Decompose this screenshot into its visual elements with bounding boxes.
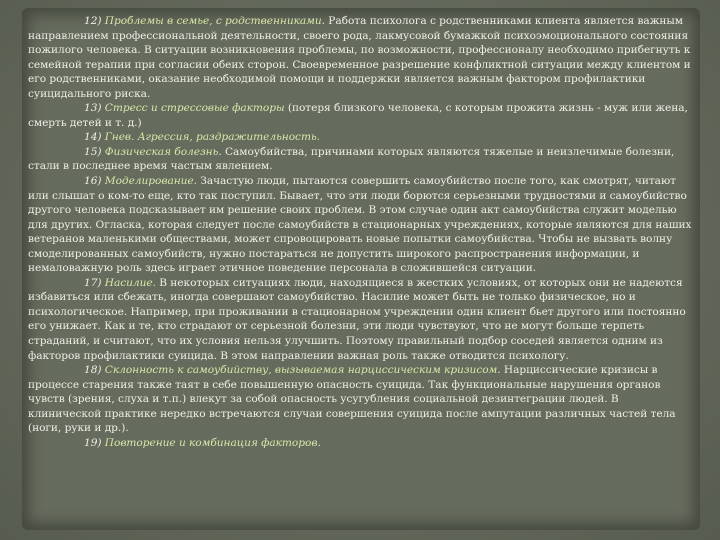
item-number: 18): [84, 364, 102, 377]
item-body: (потеря близкого человека, с которым прожита жизнь - муж или жена, смерть детей и т. д.): [28, 102, 688, 129]
item-19: [28, 436, 692, 451]
item-number: 16): [84, 175, 102, 188]
item-number: 13): [84, 102, 102, 115]
item-18: [28, 363, 692, 436]
item-14: [28, 130, 692, 145]
item-12: [28, 14, 692, 101]
item-body: .: [317, 436, 321, 449]
item-title: Склонность к самоубийству, вызываемая нарциссическим кризисом: [104, 364, 498, 377]
item-title: Моделирование.: [104, 175, 197, 188]
item-number: 15): [84, 145, 102, 158]
item-number: 12): [84, 15, 102, 27]
item-body: . Работа психолога с родственниками клиента является важным направлением профессиональной деятельности, своего рода, лакмусовой бумажкой психоэмоционального состояния пожилого человека. В ситуации возникновения проблемы, по возможности, профессионалу необходимо прибегнуть к семейной терапии при согласии обеих сторон. Своевременное разрешение конфликтной ситуации между клиентом и его родственниками, оказание необходимой помощи и поддержки является важным фактором профилактики суицидального риска.: [28, 15, 691, 100]
item-13: [28, 101, 692, 130]
item-title: Гнев. Агрессия, раздражительность.: [104, 131, 320, 144]
item-body: Зачастую люди, пытаются совершить самоубийство после того, как смотрят, читают или слышат о ком-то еще, кто так поступил. Бывает, что эти люди борются серьезными трудностями и самоубийство другого человека подсказывает им решение своих проблем. В этом случае один акт самоубийства служит моделью для других. Огласка, которая следует после самоубийств в стационарных учреждениях, которые являются для наших ветеранов маленькими обществами, может спровоцировать новые попытки самоубийства. Чтобы не вызвать волну смоделированных самоубийств, нужно постараться не допустить широкого распространения информации, и немаловажную роль здесь играет этичное поведение персонала в сложившейся ситуации.: [28, 175, 692, 275]
item-number: 19): [84, 436, 102, 449]
item-title: Насилие.: [104, 276, 156, 289]
item-body: . Нарциссические кризисы в процессе старения также таят в себе повышенную опасность суицида. Так функциональные нарушения органов чувств (зрения, слуха и т.п.) влекут за собой опасность усугубления социальной дезинтеграции людей. В клинической практике нередко встречаются случаи совершения суицида после ампутации различных частей тела (ноги, руки и др.).: [28, 364, 676, 435]
text-block: [28, 14, 692, 450]
item-16: [28, 174, 692, 276]
item-17: [28, 276, 692, 363]
item-15: [28, 145, 692, 174]
item-title: Стресс и стрессовые факторы: [104, 102, 285, 115]
item-body: В некоторых ситуациях люди, находящиеся в жестких условиях, от которых они не надеются избавиться или сбежать, иногда совершают самоубийство. Насилие может быть не только физическое, но и психологическое. Например, при проживании в стационарном учреждении один клиент бьет другого или постоянно его унижает. Как и те, кто страдают от серьезной болезни, эти люди чувствуют, что не могут больше терпеть страданий, и считают, что их условия нельзя улучшить. Поэтому правильный подбор соседей является одним из факторов профилактики суицида. В этом направлении важная роль также отводится психологу.: [28, 276, 686, 362]
item-number: 17): [84, 276, 102, 289]
item-title: Повторение и комбинация факторов: [104, 436, 318, 449]
item-title: Проблемы в семье, с родственниками: [104, 15, 322, 27]
item-number: 14): [84, 131, 102, 144]
item-body: . Самоубийства, причинами которых являются тяжелые и неизлечимые болезни, стали в последнее время частым явлением.: [28, 145, 675, 173]
item-title: Физическая болезнь: [104, 145, 219, 158]
